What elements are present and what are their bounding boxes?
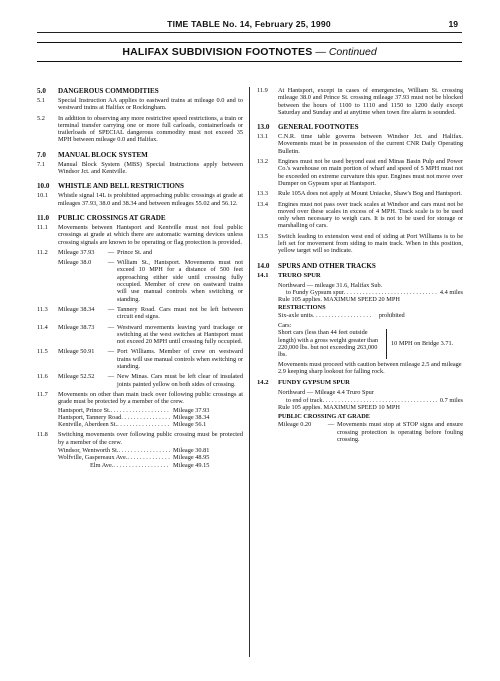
page-header: [40, 19, 458, 31]
section-heading: [257, 123, 463, 131]
section-number: 7.0: [37, 150, 46, 159]
banner-title: HALIFAX SUBDIVISION FOOTNOTES: [122, 46, 313, 58]
spur-distance: to Fundy Gypsum spur . . . 4.4 miles: [278, 289, 463, 296]
footnote-item: [37, 161, 243, 176]
crossing-mileage: Mileage 38.0: [58, 259, 92, 267]
item-number: 7.1: [37, 160, 45, 168]
crossing-text: Westward movements leaving yard trackage or switching at the west switches at Hantsport must not exceed 20 MPH until crossing fully occupied.: [117, 323, 243, 346]
footnote-item: [37, 391, 243, 406]
item-text: C.N.R. time table governs between Windsor Jct. and Halifax. Movements must be in possession of the current CNR Daily Operating Bulletin.: [278, 133, 463, 155]
crossing-text: William St., Hantsport. Movements must not exceed 10 MPH for a distance of 500 feet approaching either side until crossing fully occupied. Member of crew on eastward trains will use manual controls when switching or standing.: [117, 259, 243, 303]
crossing-entry: 11.5 Mileage 50.91 — Port Williams. Member of crew on westward trains will use manual controls when switching or standing.: [37, 348, 243, 371]
section-number: 10.0: [37, 182, 50, 191]
section-title: MANUAL BLOCK SYSTEM: [58, 150, 148, 159]
restrictions-heading: RESTRICTIONS: [278, 303, 326, 311]
item-text: Manual Block System (MBS) Special Instructions apply between Windsor Jct. and Kentville.: [58, 160, 243, 176]
section-title: WHISTLE AND BELL RESTRICTIONS: [58, 182, 184, 191]
section-number: 14.0: [257, 261, 270, 270]
item-number: 5.2: [37, 114, 45, 122]
caution-text: Movements must proceed with caution between mileage 2.5 and mileage 2.9 keeping sharp lookout for falling rock.: [278, 360, 462, 375]
cars-text: Short cars (less than 44 feet outside length) with a gross weight greater than 220,000 lbs. but not exceeding 263,000 lbs.: [278, 329, 379, 359]
list-item: Hantsport, Prince St. . . . Mileage 37.93: [58, 407, 243, 414]
cars-restriction: [278, 329, 463, 358]
list-item: Hantsport, Tannery Road . . . Mileage 38.34: [58, 414, 243, 421]
header-rule: [37, 32, 462, 33]
banner-continued: Continued: [328, 46, 377, 58]
page-number: 19: [448, 19, 458, 29]
item-text: Engines must not pass over track scales at Windsor and cars must not be moved over these scales in excess of 4 MPH. Track scale is to be used only when necessary to weigh cars. It is not to be used for storage or marshalling of cars.: [278, 200, 463, 230]
list-item: Windsor, Wentworth St. . . . Mileage 30.81: [58, 447, 243, 454]
spur-title: FUNDY GYPSUM SPUR: [278, 379, 350, 387]
section-title: GENERAL FOOTNOTES: [278, 123, 359, 132]
section-heading: [37, 214, 243, 222]
footnote-item: [37, 224, 243, 246]
rule-line: Rule 105 applies. MAXIMUM SPEED 20 MPH: [278, 296, 400, 304]
list-item: Kentville, Aberdeen St. . . . Mileage 56.1: [58, 421, 243, 428]
item-number: 11.5: [37, 348, 48, 356]
item-number: 14.1: [257, 271, 269, 279]
item-number: 11.1: [37, 223, 48, 231]
section-heading: [257, 262, 463, 270]
footnote-item: [37, 192, 243, 207]
crossing-entry: Mileage 38.0 — William St., Hantsport. Movements must not exceed 10 MPH for a distance of 500 feet approaching either side until crossing fully occupied. Member of crew on eastward trains will use manual controls when switching or standing.: [58, 259, 243, 303]
item-number: 11.6: [37, 373, 48, 381]
crossing-mileage: Mileage 38.73: [58, 323, 95, 331]
spur-title: TRURO SPUR: [278, 271, 321, 279]
spur-heading: [257, 272, 463, 280]
item-text: Rule 105A does not apply at Mount Uniacke, Shaw's Bog and Hantsport.: [278, 190, 462, 198]
item-text: Special Instruction AA applies to eastward trains at mileage 0.0 and to westward trains at Halifax or Rockingham.: [58, 97, 243, 112]
item-number: 11.7: [37, 390, 48, 398]
spur-line: Northward — Mileage 4.4 Truro Spur: [278, 389, 374, 397]
right-column: [257, 87, 463, 446]
footnote-item: [37, 431, 243, 446]
item-text: Switching movements over following public crossing must be protected by a member of the crew.: [58, 431, 243, 446]
item-number: 5.1: [37, 97, 45, 104]
crossing-text: Prince St. and: [117, 248, 153, 256]
crossing-mileage: Mileage 37.93: [58, 248, 95, 256]
crossing-text: Tannery Road. Cars must not be left between circuit end signs.: [117, 305, 243, 321]
section-title: SPURS AND OTHER TRACKS: [278, 261, 376, 270]
crossing-entry: 11.4 Mileage 38.73 — Westward movements leaving yard trackage or switching at the west switches at Hantsport must not exceed 20 MPH until crossing fully occupied.: [37, 323, 243, 346]
footnote-item: [37, 97, 243, 112]
section-heading: [37, 151, 243, 159]
footnote-item: [257, 87, 463, 116]
crossing-text: New Minas. Cars must be left clear of insulated joints painted yellow on both sides of crossing.: [117, 373, 243, 388]
crossing-mileage: Mileage 0.20: [278, 421, 312, 429]
section-heading: [37, 182, 243, 190]
section-banner: [37, 42, 462, 62]
section-title: PUBLIC CROSSINGS AT GRADE: [58, 213, 166, 222]
footnote-item: [257, 233, 463, 255]
footnote-item: [37, 115, 243, 144]
item-number: 11.4: [37, 323, 48, 331]
cars-label: Cars:: [278, 322, 292, 330]
crossing-mileage: Mileage 52.52: [58, 373, 95, 381]
list-item: Elm Ave. . . . Mileage 49.15: [58, 462, 243, 469]
spur-line: Northward — mileage 31.6, Halifax Sub.: [278, 281, 383, 289]
item-text: Switch leading to extension west end of siding at Port Williams is to be left set for movement from siding to main track. When in this position, yellow target will so indicate.: [278, 232, 463, 255]
crossing-list: [58, 407, 243, 429]
item-text: Engines must not be used beyond east end Minas Basin Pulp and Power Co.'s warehouse on main portion of wharf and speed of 5 MPH must not be exceeded on extreme curvature this spur. Engines must not move over Dumper on Gypsum spur at Hantsport.: [278, 158, 463, 187]
footnote-item: [257, 201, 463, 230]
banner-dash: —: [312, 46, 329, 58]
restriction-row: Six-axle units . . . prohibited: [278, 312, 463, 319]
spur-heading: [257, 379, 463, 387]
item-number: 13.3: [257, 190, 269, 198]
crossing-mileage: Mileage 50.91: [58, 348, 95, 356]
section-title: DANGEROUS COMMODITIES: [58, 87, 159, 95]
crossing-entry: Mileage 0.20 — Movements must stop at STOP signs and ensure crossing protection is operating before fouling crossing.: [278, 421, 463, 443]
crossing-text: Movements must stop at STOP signs and ensure crossing protection is operating before fouling crossing.: [337, 421, 463, 443]
header-title: TIME TABLE No. 14, February 25, 1990: [167, 19, 331, 29]
cars-speed: 10 MPH on Bridge 3.71.: [386, 329, 463, 358]
section-number: 11.0: [37, 213, 50, 222]
item-text: Movements between Hantsport and Kentville must not foul public crossings at grade at which there are automatic warning devices unless crossing signals are known to be operating or flag protection is provided.: [58, 223, 243, 246]
footnote-item: [257, 133, 463, 155]
spur-distance: to end of track . . . 0.7 miles: [278, 397, 463, 404]
section-heading: [37, 87, 243, 95]
crossing-mileage: Mileage 38.34: [58, 305, 95, 313]
section-number: 13.0: [257, 123, 270, 132]
crossing-heading: PUBLIC CROSSING AT GRADE: [278, 413, 370, 421]
rule-line: Rule 105 applies. MAXIMUM SPEED 10 MPH: [278, 403, 400, 411]
item-number: 13.1: [257, 133, 269, 141]
item-text: At Hantsport, except in cases of emergencies, William St. crossing mileage 38.0 and Prince St. crossing mileage 37.93 must not be blocked between the hours of 1100 to 1110 and 1150 to 1200 daily except Saturday and Sunday and at anytime when town fire alarm is sounded.: [278, 87, 463, 116]
item-number: 11.8: [37, 431, 48, 439]
section-number: 5.0: [37, 87, 46, 95]
item-number: 14.2: [257, 379, 269, 387]
item-number: 13.4: [257, 200, 269, 208]
item-text: In addition to observing any more restrictive speed restrictions, a train or terminal transfer carrying one or more full carloads, containerloads or trailerloads of SPECIAL dangerous commodity must not exceed 35 MPH between mileage 0.0 and Halifax.: [58, 114, 243, 144]
item-number: 13.5: [257, 232, 269, 240]
item-number: 11.3: [37, 305, 48, 313]
item-number: 11.2: [37, 248, 48, 256]
column-divider: [249, 87, 250, 657]
crossing-list: [58, 447, 243, 469]
item-number: 11.9: [257, 87, 268, 94]
footnote-item: [257, 190, 463, 197]
left-column: [37, 87, 243, 469]
crossing-entry: 11.6 Mileage 52.52 — New Minas. Cars must be left clear of insulated joints painted yellow on both sides of crossing.: [37, 373, 243, 388]
crossing-text: Port Williams. Member of crew on westward trains will use manual controls when switching or standing.: [117, 348, 243, 371]
item-number: 13.2: [257, 158, 269, 166]
item-text: Movements on other than main track over following public crossings at grade must be protected by a member of the crew.: [58, 390, 243, 406]
footnote-item: [257, 158, 463, 187]
list-item: Wolfville, Gaspereaux Ave. . . . Mileage 48.95: [58, 454, 243, 461]
item-number: 10.1: [37, 192, 49, 200]
crossing-entry: 11.3 Mileage 38.34 — Tannery Road. Cars must not be left between circuit end signs.: [37, 305, 243, 321]
crossing-entry: 11.2 Mileage 37.93 — Prince St. and: [37, 249, 243, 256]
item-text: Whistle signal 14L is prohibited approaching public crossings at grade at mileages 37.93, 38.0 and 38.34 and between mileages 55.02 and 56.12.: [58, 192, 243, 207]
